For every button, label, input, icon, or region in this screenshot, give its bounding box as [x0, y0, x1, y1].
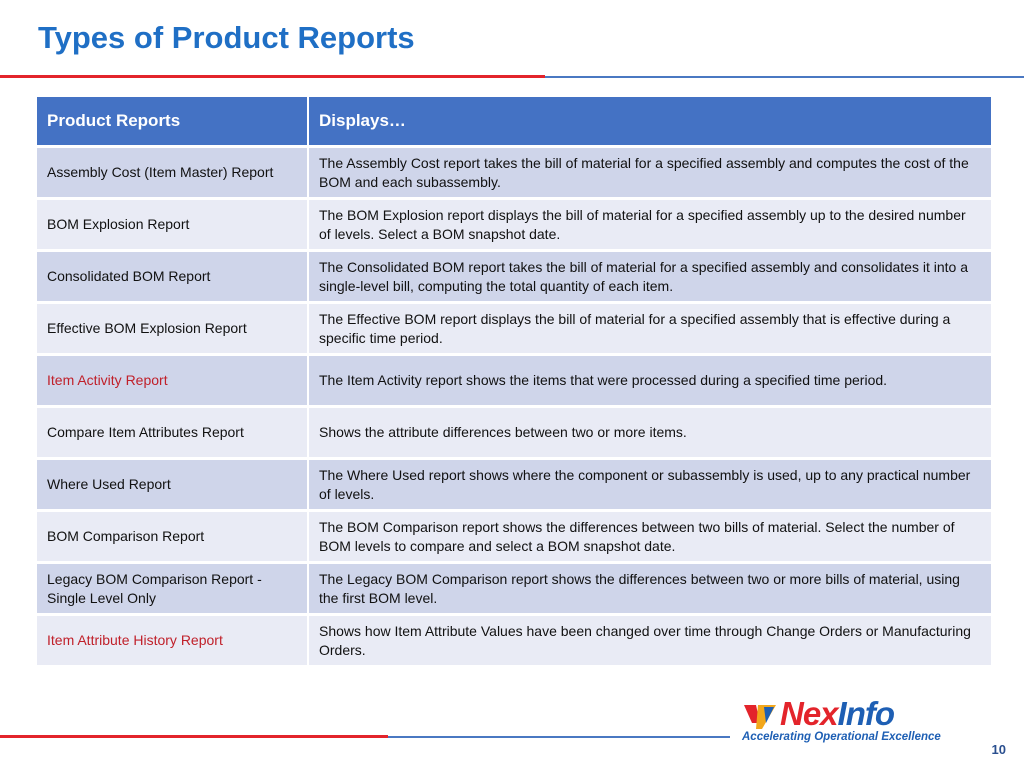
logo-wordmark [780, 695, 894, 733]
report-name-cell: Compare Item Attributes Report [37, 407, 308, 459]
product-reports-table [37, 97, 993, 668]
logo-mark-icon [742, 701, 778, 731]
report-description-cell: Shows the attribute differences between two or more items. [308, 407, 992, 459]
table-row [37, 615, 992, 667]
table-row [37, 303, 992, 355]
report-name-cell: Where Used Report [37, 459, 308, 511]
report-name-cell: BOM Comparison Report [37, 511, 308, 563]
report-name-cell: Assembly Cost (Item Master) Report [37, 147, 308, 199]
page-title: Types of Product Reports [38, 20, 415, 55]
table-header-row [37, 97, 992, 147]
table-row [37, 251, 992, 303]
table-row [37, 563, 992, 615]
table-row [37, 355, 992, 407]
report-description-cell: The Consolidated BOM report takes the bill of material for a specified assembly and consolidates it into a single-level bill, computing the total quantity of each item. [308, 251, 992, 303]
report-description-cell: The Legacy BOM Comparison report shows the differences between two or more bills of material, using the first BOM level. [308, 563, 992, 615]
table-row [37, 459, 992, 511]
report-name-cell: BOM Explosion Report [37, 199, 308, 251]
report-description-cell: The Assembly Cost report takes the bill of material for a specified assembly and computes the cost of the BOM and each subassembly. [308, 147, 992, 199]
logo-word-part2: Info [837, 695, 895, 732]
report-name-cell: Effective BOM Explosion Report [37, 303, 308, 355]
report-description-cell: The Item Activity report shows the items that were processed during a specified time period. [308, 355, 992, 407]
logo-word-part1: Nex [780, 695, 838, 732]
report-description-cell: The BOM Comparison report shows the differences between two bills of material. Select the number of BOM levels to compare and select a BOM snapshot date. [308, 511, 992, 563]
header-displays: Displays… [308, 97, 992, 147]
header-product-reports: Product Reports [37, 97, 308, 147]
logo-tagline: Accelerating Operational Excellence [742, 731, 941, 743]
bottom-divider-red [0, 735, 388, 738]
page-number: 10 [991, 742, 1006, 757]
report-name-cell: Consolidated BOM Report [37, 251, 308, 303]
bottom-divider-blue [388, 736, 730, 738]
table-row [37, 511, 992, 563]
report-description-cell: Shows how Item Attribute Values have been changed over time through Change Orders or Manufacturing Orders. [308, 615, 992, 667]
report-name-cell-highlighted: Item Attribute History Report [37, 615, 308, 667]
table-row [37, 407, 992, 459]
top-divider-red [0, 75, 545, 78]
report-name-cell-highlighted: Item Activity Report [37, 355, 308, 407]
report-description-cell: The Effective BOM report displays the bill of material for a specified assembly that is effective during a specific time period. [308, 303, 992, 355]
report-description-cell: The BOM Explosion report displays the bill of material for a specified assembly up to the desired number of levels. Select a BOM snapshot date. [308, 199, 992, 251]
table-row [37, 199, 992, 251]
nexinfo-logo [742, 697, 942, 745]
table-row [37, 147, 992, 199]
report-name-cell: Legacy BOM Comparison Report - Single Level Only [37, 563, 308, 615]
report-description-cell: The Where Used report shows where the component or subassembly is used, up to any practical number of levels. [308, 459, 992, 511]
top-divider-blue [545, 76, 1024, 78]
